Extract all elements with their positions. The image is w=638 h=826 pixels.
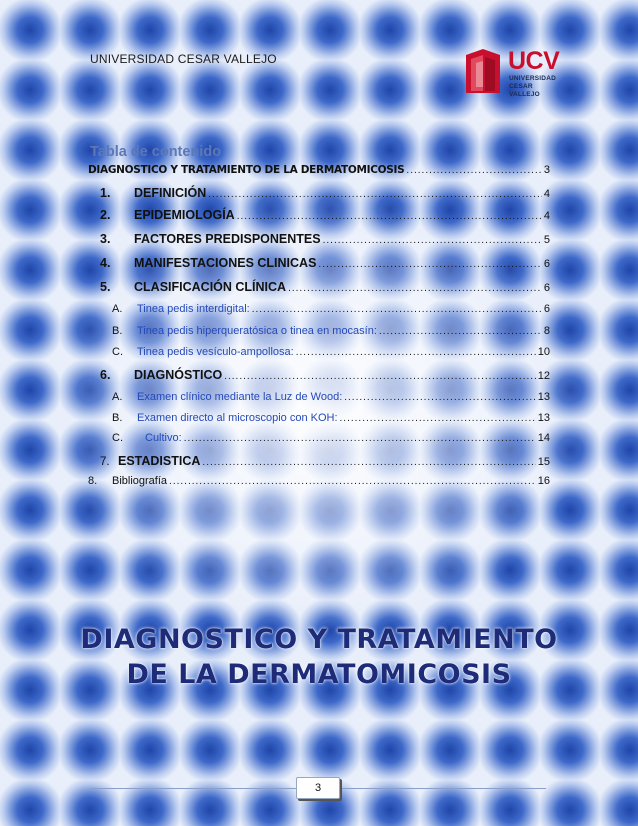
toc-entry-number: 8. <box>88 475 98 487</box>
toc-leader-dots <box>406 165 541 176</box>
toc-entry-number: 1. <box>100 186 111 200</box>
toc-title: Tabla de contenido <box>90 144 222 160</box>
toc-leader-dots <box>237 211 542 222</box>
toc-leader-dots <box>318 259 541 270</box>
toc-entry-bibliografia[interactable] <box>88 475 550 487</box>
toc-entry-definicion[interactable] <box>88 186 550 200</box>
toc-entry-page: 4 <box>543 188 550 200</box>
toc-entry-label: FACTORES PREDISPONENTES <box>134 232 321 246</box>
toc-entry-label: EPIDEMIOLOGÍA <box>134 208 235 222</box>
toc-entry-number: B. <box>112 325 123 337</box>
toc-leader-dots <box>224 371 536 382</box>
toc-entry-factores[interactable] <box>88 232 550 246</box>
toc-entry-page: 6 <box>543 282 550 294</box>
toc-entry-label: DIAGNOSTICO Y TRATAMIENTO DE LA DERMATOMICOSIS <box>88 164 405 176</box>
toc-entry-tinea-interdigital[interactable] <box>88 303 550 315</box>
toc-entry-page: 16 <box>537 475 550 487</box>
toc-entry-label: ESTADISTICA <box>118 454 201 468</box>
toc-entry-tinea-hiperqueratosica[interactable] <box>88 325 550 337</box>
toc-entry-label: Examen directo al microscopio con KOH: <box>137 412 338 424</box>
toc-entry-number: 5. <box>100 280 111 294</box>
toc-entry-page: 3 <box>543 164 550 176</box>
toc-entry-luz-wood[interactable] <box>88 391 550 403</box>
logo-line1: UNIVERSIDAD <box>509 75 556 82</box>
toc-entry-page: 13 <box>537 391 550 403</box>
toc-entry-label: CLASIFICACIÓN CLÍNICA <box>134 280 287 294</box>
toc-leader-dots <box>379 326 542 337</box>
toc-leader-dots <box>202 457 535 468</box>
document-main-title <box>0 622 638 692</box>
toc-entry-estadistica[interactable] <box>88 454 550 468</box>
logo-subtitle <box>509 75 564 99</box>
toc-leader-dots <box>296 347 536 358</box>
toc-entry-label: Bibliografía <box>112 475 168 487</box>
header-institution: UNIVERSIDAD CESAR VALLEJO <box>90 52 277 66</box>
toc-entry-page: 15 <box>537 456 550 468</box>
toc-entry-number: 6. <box>100 368 111 382</box>
toc-entry-number: 4. <box>100 256 111 270</box>
toc-entry-page: 10 <box>537 346 550 358</box>
toc-entry-main[interactable] <box>88 164 550 176</box>
toc-leader-dots <box>184 433 536 444</box>
toc-entry-manifestaciones[interactable] <box>88 256 550 270</box>
toc-entry-number: C. <box>112 346 123 358</box>
main-title-line2: DE LA DERMATOMICOSIS <box>126 659 512 690</box>
page-number-box: 3 <box>296 777 340 799</box>
toc-entry-number: A. <box>112 303 123 315</box>
logo-line2: CESAR VALLEJO <box>509 83 540 98</box>
toc-entry-page: 8 <box>543 325 550 337</box>
toc-entry-page: 6 <box>543 258 550 270</box>
toc-entry-page: 13 <box>537 412 550 424</box>
toc-entry-epidemiologia[interactable] <box>88 208 550 222</box>
toc-entry-number: 3. <box>100 232 111 246</box>
toc-entry-number: 2. <box>100 208 111 222</box>
toc-leader-dots <box>288 283 542 294</box>
toc-leader-dots <box>208 189 542 200</box>
logo-acronym: UCV <box>508 47 560 75</box>
toc-entry-number: B. <box>112 412 123 424</box>
toc-entry-page: 14 <box>537 432 550 444</box>
toc-entry-label: Tinea pedis vesículo-ampollosa: <box>137 346 294 358</box>
main-title-line1: DIAGNOSTICO Y TRATAMIENTO <box>80 624 558 655</box>
toc-entry-koh[interactable] <box>88 412 550 424</box>
toc-entry-label: Cultivo: <box>145 432 182 444</box>
toc-entry-page: 6 <box>543 303 550 315</box>
toc-entry-page: 5 <box>543 234 550 246</box>
toc-entry-number: A. <box>112 391 123 403</box>
toc-entry-number: C. <box>112 432 123 444</box>
toc-leader-dots <box>252 304 542 315</box>
toc-entry-label: DEFINICIÓN <box>134 186 207 200</box>
toc-entry-clasificacion[interactable] <box>88 280 550 294</box>
toc-entry-cultivo[interactable] <box>88 432 550 444</box>
toc-leader-dots <box>323 235 542 246</box>
ucv-logo <box>464 47 564 98</box>
toc-entry-label: Tinea pedis hiperqueratósica o tinea en mocasín: <box>137 325 377 337</box>
toc-entry-page: 12 <box>537 370 550 382</box>
toc-leader-dots <box>344 392 536 403</box>
toc-entry-label: Tinea pedis interdigital: <box>137 303 250 315</box>
toc-entry-page: 4 <box>543 210 550 222</box>
toc-entry-label: DIAGNÓSTICO <box>134 368 223 382</box>
toc-entry-tinea-vesiculo[interactable] <box>88 346 550 358</box>
toc-entry-label: Examen clínico mediante la Luz de Wood: <box>137 391 343 403</box>
ucv-shield-icon <box>464 47 502 95</box>
toc-entry-label: MANIFESTACIONES CLINICAS <box>134 256 317 270</box>
toc-entry-diagnostico[interactable] <box>88 368 550 382</box>
toc-leader-dots <box>169 476 536 487</box>
toc-entry-number: 7. <box>100 456 110 468</box>
toc-leader-dots <box>340 413 536 424</box>
